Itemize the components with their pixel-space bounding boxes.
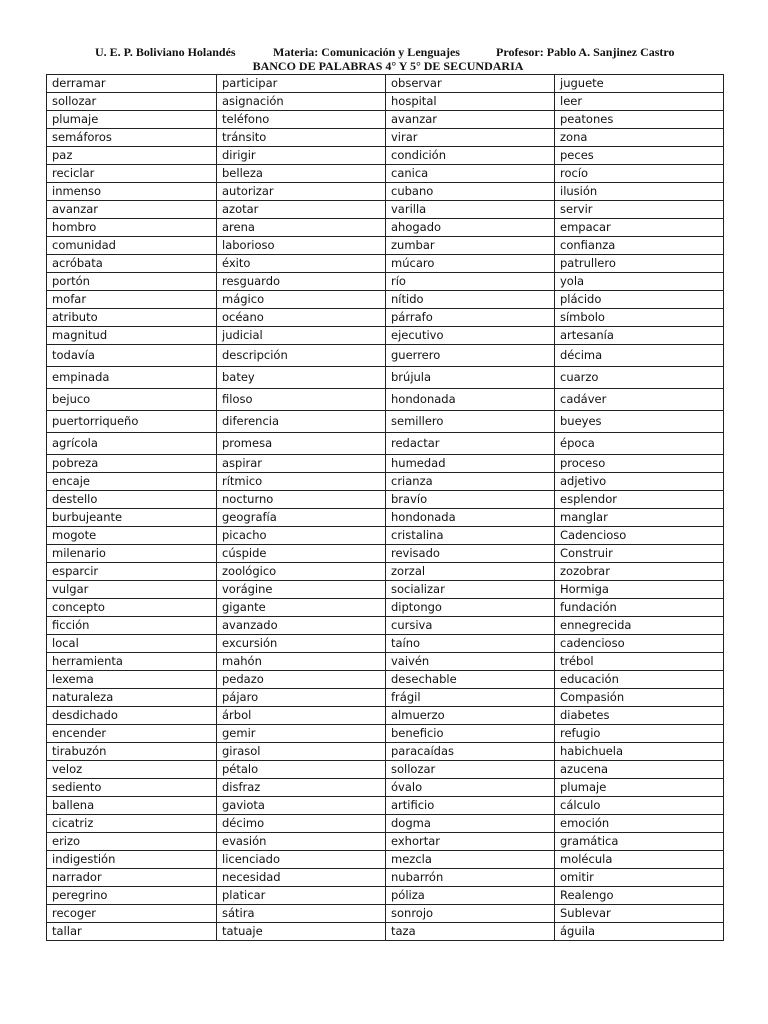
word-cell: peces (555, 147, 724, 165)
word-cell: magnitud (47, 327, 217, 345)
word-cell: Sublevar (555, 905, 724, 923)
table-row (47, 367, 724, 389)
word-cell: filoso (217, 389, 386, 411)
table-row (47, 617, 724, 635)
word-cell: observar (386, 75, 555, 93)
word-cell: pedazo (217, 671, 386, 689)
word-cell: décima (555, 345, 724, 367)
word-cell: picacho (217, 527, 386, 545)
word-cell: peregrino (47, 887, 217, 905)
table-row (47, 237, 724, 255)
word-cell: éxito (217, 255, 386, 273)
word-cell: tránsito (217, 129, 386, 147)
word-cell: judicial (217, 327, 386, 345)
word-cell: laborioso (217, 237, 386, 255)
word-cell: manglar (555, 509, 724, 527)
word-cell: varilla (386, 201, 555, 219)
table-row (47, 707, 724, 725)
word-cell: omitir (555, 869, 724, 887)
word-cell: sátira (217, 905, 386, 923)
word-cell: frágil (386, 689, 555, 707)
table-row (47, 563, 724, 581)
word-cell: avanzado (217, 617, 386, 635)
document-header (0, 45, 768, 60)
word-cell: yola (555, 273, 724, 291)
word-cell: fundación (555, 599, 724, 617)
word-cell: décimo (217, 815, 386, 833)
word-cell: emoción (555, 815, 724, 833)
table-row (47, 671, 724, 689)
word-cell: taza (386, 923, 555, 941)
word-cell: mofar (47, 291, 217, 309)
word-cell: empacar (555, 219, 724, 237)
word-cell: hospital (386, 93, 555, 111)
word-cell: diferencia (217, 411, 386, 433)
word-cell: cadencioso (555, 635, 724, 653)
table-row (47, 183, 724, 201)
word-cell: sediento (47, 779, 217, 797)
word-cell: océano (217, 309, 386, 327)
word-cell: narrador (47, 869, 217, 887)
word-cell: comunidad (47, 237, 217, 255)
word-cell: naturaleza (47, 689, 217, 707)
word-cell: Construir (555, 545, 724, 563)
word-cell: ejecutivo (386, 327, 555, 345)
word-cell: cadáver (555, 389, 724, 411)
word-cell: sollozar (47, 93, 217, 111)
word-cell: diptongo (386, 599, 555, 617)
word-cell: sollozar (386, 761, 555, 779)
word-cell: inmenso (47, 183, 217, 201)
school-name: U. E. P. Boliviano Holandés (95, 45, 236, 59)
word-cell: geografía (217, 509, 386, 527)
table-row (47, 129, 724, 147)
word-cell: refugio (555, 725, 724, 743)
word-cell: socializar (386, 581, 555, 599)
word-cell: río (386, 273, 555, 291)
table-row (47, 273, 724, 291)
word-cell: licenciado (217, 851, 386, 869)
word-cell: avanzar (386, 111, 555, 129)
word-cell: herramienta (47, 653, 217, 671)
table-row (47, 473, 724, 491)
table-row (47, 165, 724, 183)
word-cell: cristalina (386, 527, 555, 545)
word-cell: teléfono (217, 111, 386, 129)
word-cell: gaviota (217, 797, 386, 815)
word-cell: azucena (555, 761, 724, 779)
table-row (47, 599, 724, 617)
word-cell: rocío (555, 165, 724, 183)
word-cell: destello (47, 491, 217, 509)
table-row (47, 851, 724, 869)
table-row (47, 291, 724, 309)
table-row (47, 411, 724, 433)
word-cell: participar (217, 75, 386, 93)
word-cell: paz (47, 147, 217, 165)
word-cell: artesanía (555, 327, 724, 345)
word-cell: cálculo (555, 797, 724, 815)
word-cell: local (47, 635, 217, 653)
word-cell: beneficio (386, 725, 555, 743)
word-cell: asignación (217, 93, 386, 111)
word-cell: virar (386, 129, 555, 147)
word-cell: hondonada (386, 389, 555, 411)
word-cell: burbujeante (47, 509, 217, 527)
word-cell: plumaje (47, 111, 217, 129)
word-cell: batey (217, 367, 386, 389)
word-cell: águila (555, 923, 724, 941)
word-cell: evasión (217, 833, 386, 851)
word-cell: descripción (217, 345, 386, 367)
word-bank-body (47, 75, 724, 941)
word-cell: girasol (217, 743, 386, 761)
table-row (47, 869, 724, 887)
word-cell: educación (555, 671, 724, 689)
word-cell: vulgar (47, 581, 217, 599)
word-cell: semillero (386, 411, 555, 433)
word-cell: encender (47, 725, 217, 743)
word-cell: mahón (217, 653, 386, 671)
table-row (47, 147, 724, 165)
word-cell: gramática (555, 833, 724, 851)
word-cell: concepto (47, 599, 217, 617)
table-row (47, 491, 724, 509)
table-row (47, 75, 724, 93)
table-row (47, 689, 724, 707)
table-row (47, 581, 724, 599)
word-cell: bueyes (555, 411, 724, 433)
word-cell: disfraz (217, 779, 386, 797)
word-cell: molécula (555, 851, 724, 869)
word-cell: bejuco (47, 389, 217, 411)
word-cell: trébol (555, 653, 724, 671)
word-cell: múcaro (386, 255, 555, 273)
word-cell: Compasión (555, 689, 724, 707)
word-cell: desdichado (47, 707, 217, 725)
table-row (47, 327, 724, 345)
word-cell: agrícola (47, 433, 217, 455)
word-cell: mogote (47, 527, 217, 545)
word-cell: rítmico (217, 473, 386, 491)
word-cell: ficción (47, 617, 217, 635)
table-row (47, 761, 724, 779)
word-cell: cursiva (386, 617, 555, 635)
word-cell: lexema (47, 671, 217, 689)
table-row (47, 635, 724, 653)
word-cell: servir (555, 201, 724, 219)
word-cell: resguardo (217, 273, 386, 291)
word-cell: zorzal (386, 563, 555, 581)
word-cell: zoológico (217, 563, 386, 581)
word-cell: recoger (47, 905, 217, 923)
table-row (47, 345, 724, 367)
word-cell: símbolo (555, 309, 724, 327)
word-cell: excursión (217, 635, 386, 653)
word-cell: avanzar (47, 201, 217, 219)
table-row (47, 887, 724, 905)
word-cell: óvalo (386, 779, 555, 797)
table-row (47, 653, 724, 671)
word-cell: tatuaje (217, 923, 386, 941)
word-cell: arena (217, 219, 386, 237)
word-cell: tirabuzón (47, 743, 217, 761)
word-cell: belleza (217, 165, 386, 183)
word-cell: árbol (217, 707, 386, 725)
word-cell: zozobrar (555, 563, 724, 581)
table-row (47, 389, 724, 411)
table-row (47, 833, 724, 851)
table-row (47, 905, 724, 923)
word-cell: gemir (217, 725, 386, 743)
word-cell: juguete (555, 75, 724, 93)
word-cell: empinada (47, 367, 217, 389)
document-title: BANCO DE PALABRAS 4° Y 5° DE SECUNDARIA (252, 59, 524, 73)
word-cell: erizo (47, 833, 217, 851)
table-row (47, 509, 724, 527)
word-cell: crianza (386, 473, 555, 491)
table-row (47, 779, 724, 797)
word-cell: Hormiga (555, 581, 724, 599)
word-cell: veloz (47, 761, 217, 779)
word-cell: peatones (555, 111, 724, 129)
word-cell: derramar (47, 75, 217, 93)
teacher-name: Profesor: Pablo A. Sanjinez Castro (496, 45, 675, 59)
word-cell: mágico (217, 291, 386, 309)
word-cell: zona (555, 129, 724, 147)
word-cell: ballena (47, 797, 217, 815)
word-cell: semáforos (47, 129, 217, 147)
word-cell: tallar (47, 923, 217, 941)
word-cell: cicatriz (47, 815, 217, 833)
word-cell: bravío (386, 491, 555, 509)
word-cell: pájaro (217, 689, 386, 707)
table-row (47, 219, 724, 237)
word-cell: párrafo (386, 309, 555, 327)
word-cell: aspirar (217, 455, 386, 473)
word-cell: patrullero (555, 255, 724, 273)
word-cell: guerrero (386, 345, 555, 367)
word-cell: esplendor (555, 491, 724, 509)
word-cell: platicar (217, 887, 386, 905)
word-cell: cúspide (217, 545, 386, 563)
word-cell: ahogado (386, 219, 555, 237)
table-row (47, 743, 724, 761)
word-cell: cubano (386, 183, 555, 201)
word-bank-table (46, 74, 724, 941)
word-cell: plácido (555, 291, 724, 309)
word-cell: brújula (386, 367, 555, 389)
word-cell: mezcla (386, 851, 555, 869)
word-cell: Realengo (555, 887, 724, 905)
word-cell: gigante (217, 599, 386, 617)
word-cell: zumbar (386, 237, 555, 255)
word-cell: cuarzo (555, 367, 724, 389)
word-cell: Cadencioso (555, 527, 724, 545)
word-cell: condición (386, 147, 555, 165)
word-cell: puertorriqueño (47, 411, 217, 433)
table-row (47, 433, 724, 455)
table-row (47, 923, 724, 941)
table-row (47, 815, 724, 833)
word-cell: póliza (386, 887, 555, 905)
word-cell: redactar (386, 433, 555, 455)
word-cell: proceso (555, 455, 724, 473)
table-row (47, 93, 724, 111)
word-cell: todavía (47, 345, 217, 367)
word-cell: diabetes (555, 707, 724, 725)
word-cell: taíno (386, 635, 555, 653)
word-cell: desechable (386, 671, 555, 689)
word-cell: leer (555, 93, 724, 111)
word-cell: milenario (47, 545, 217, 563)
word-cell: promesa (217, 433, 386, 455)
word-cell: azotar (217, 201, 386, 219)
word-cell: plumaje (555, 779, 724, 797)
word-cell: dogma (386, 815, 555, 833)
word-cell: pétalo (217, 761, 386, 779)
table-row (47, 201, 724, 219)
table-row (47, 797, 724, 815)
word-cell: sonrojo (386, 905, 555, 923)
word-cell: reciclar (47, 165, 217, 183)
word-cell: canica (386, 165, 555, 183)
word-cell: ilusión (555, 183, 724, 201)
word-cell: vorágine (217, 581, 386, 599)
table-row (47, 111, 724, 129)
word-cell: almuerzo (386, 707, 555, 725)
word-cell: humedad (386, 455, 555, 473)
word-cell: nítido (386, 291, 555, 309)
word-cell: habichuela (555, 743, 724, 761)
word-cell: confianza (555, 237, 724, 255)
word-cell: dirigir (217, 147, 386, 165)
table-row (47, 545, 724, 563)
word-cell: revisado (386, 545, 555, 563)
word-cell: paracaídas (386, 743, 555, 761)
word-cell: hombro (47, 219, 217, 237)
word-cell: autorizar (217, 183, 386, 201)
table-row (47, 309, 724, 327)
word-cell: indigestión (47, 851, 217, 869)
word-cell: artificio (386, 797, 555, 815)
table-row (47, 527, 724, 545)
word-cell: adjetivo (555, 473, 724, 491)
word-cell: atributo (47, 309, 217, 327)
table-row (47, 455, 724, 473)
table-row (47, 725, 724, 743)
subject-name: Materia: Comunicación y Lenguajes (273, 45, 460, 59)
word-cell: portón (47, 273, 217, 291)
word-cell: época (555, 433, 724, 455)
word-cell: hondonada (386, 509, 555, 527)
word-cell: esparcir (47, 563, 217, 581)
word-cell: nubarrón (386, 869, 555, 887)
table-row (47, 255, 724, 273)
word-cell: necesidad (217, 869, 386, 887)
word-cell: ennegrecida (555, 617, 724, 635)
word-cell: acróbata (47, 255, 217, 273)
word-cell: vaivén (386, 653, 555, 671)
word-cell: exhortar (386, 833, 555, 851)
word-cell: pobreza (47, 455, 217, 473)
word-cell: nocturno (217, 491, 386, 509)
word-cell: encaje (47, 473, 217, 491)
